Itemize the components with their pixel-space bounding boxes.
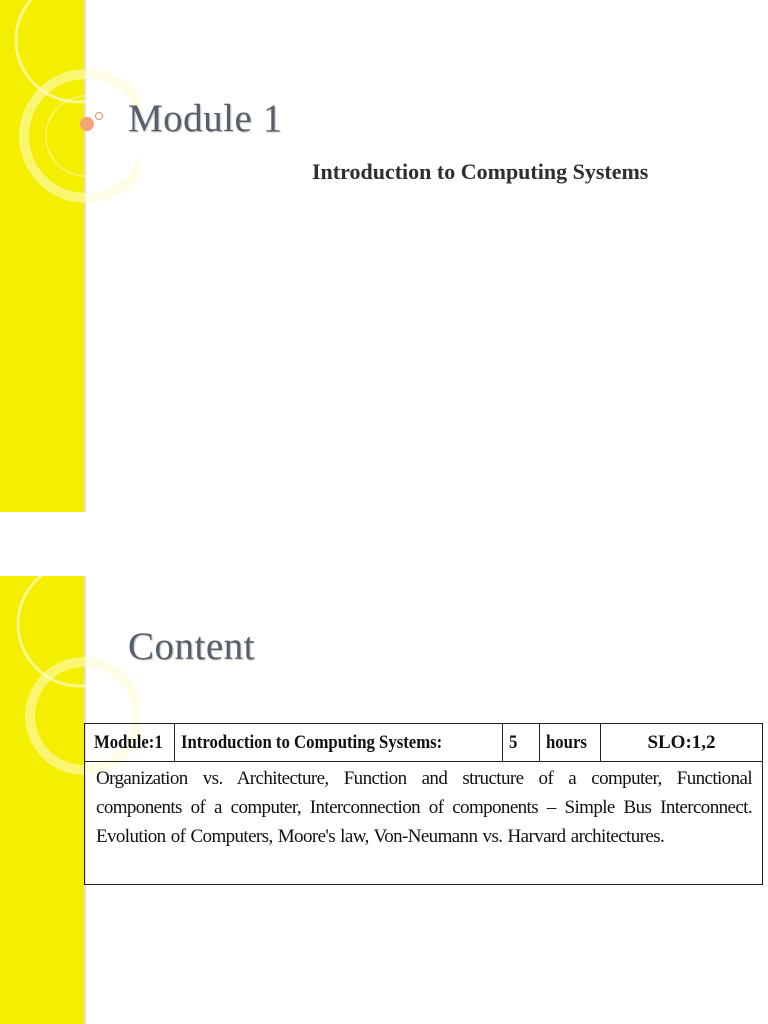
syllabus-description-cell <box>85 762 763 885</box>
slide-2 <box>0 576 768 1024</box>
slo-cell: SLO:1,2 <box>601 724 763 762</box>
slide-gap <box>0 512 768 576</box>
syllabus-table <box>84 723 763 885</box>
module-title: Module 1 <box>128 97 283 140</box>
syllabus-description-row <box>85 762 763 885</box>
content-title: Content <box>128 625 255 668</box>
syllabus-description: Organization vs. Architecture, Function and structure of a computer, Functional components of a computer, Interconnection of components – Simple Bus Interconnect. Evolution of Computers, Moore's law, Von-Neumann vs. Harvard architectures. <box>96 768 752 847</box>
hours-label-cell: hours <box>540 724 601 762</box>
title-bullet-icon <box>80 117 94 131</box>
hours-value-cell: 5 <box>503 724 540 762</box>
module-topic-cell: Introduction to Computing Systems: <box>175 724 503 762</box>
decorative-circles <box>0 0 140 220</box>
module-number-cell: Module:1 <box>85 724 175 762</box>
module-subtitle: Introduction to Computing Systems <box>312 159 649 184</box>
title-bullet-ring-icon <box>95 112 103 120</box>
syllabus-header-row <box>85 724 763 762</box>
